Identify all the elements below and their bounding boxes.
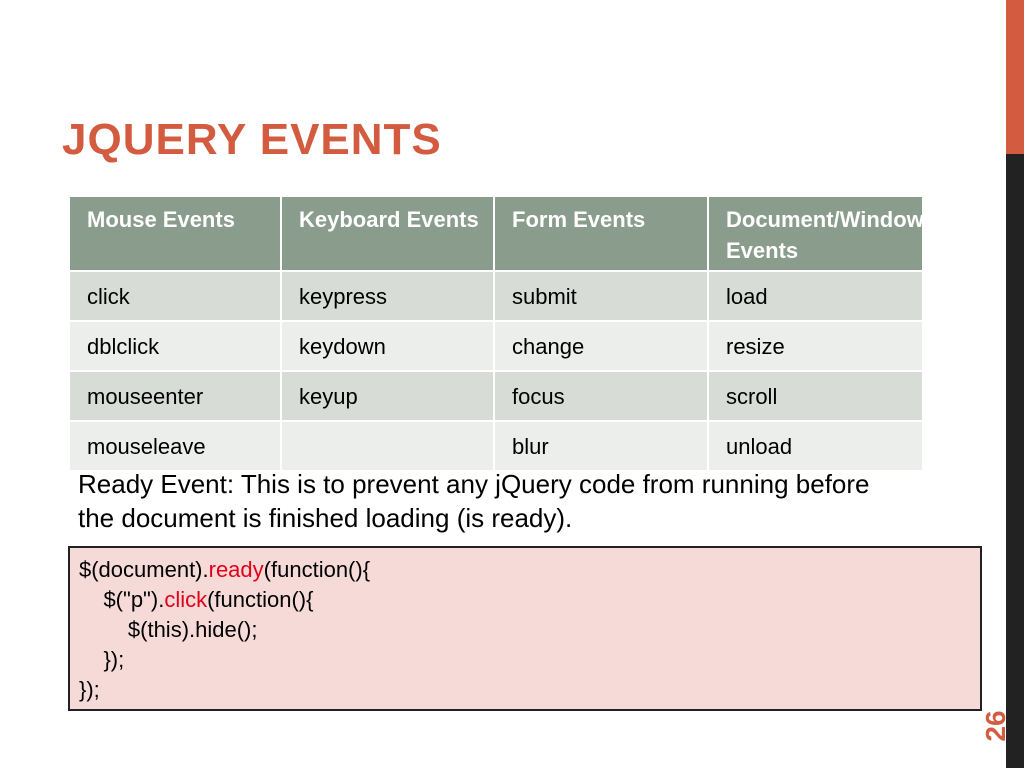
table-cell: change (494, 321, 708, 371)
table-cell: mouseenter (69, 371, 281, 421)
code-text: (function(){ (207, 587, 314, 612)
header-mouse-events: Mouse Events (69, 196, 281, 271)
table-cell: dblclick (69, 321, 281, 371)
code-line-2 (79, 585, 980, 615)
table-cell: blur (494, 421, 708, 471)
table-cell: keydown (281, 321, 494, 371)
header-document-window-events: Document/Window Events (708, 196, 923, 271)
accent-bar-bottom (1006, 154, 1024, 768)
code-text: $(document). (79, 557, 209, 582)
table-row (69, 271, 923, 321)
header-form-events: Form Events (494, 196, 708, 271)
table-cell: click (69, 271, 281, 321)
table-cell: keyup (281, 371, 494, 421)
table-row (69, 321, 923, 371)
table-cell: keypress (281, 271, 494, 321)
slide-title: JQUERY EVENTS (62, 115, 442, 164)
table-row (69, 371, 923, 421)
table-cell: mouseleave (69, 421, 281, 471)
code-line-1 (79, 555, 980, 585)
table-cell: focus (494, 371, 708, 421)
code-line-3: $(this).hide(); (79, 617, 258, 642)
events-table (68, 195, 924, 472)
table-cell: unload (708, 421, 923, 471)
table-cell: load (708, 271, 923, 321)
code-line-4: }); (79, 647, 125, 672)
right-accent-bar (1006, 0, 1024, 768)
header-keyboard-events: Keyboard Events (281, 196, 494, 271)
table-cell: scroll (708, 371, 923, 421)
accent-bar-top (1006, 0, 1024, 154)
table-cell: resize (708, 321, 923, 371)
code-keyword-ready: ready (208, 557, 264, 582)
code-keyword-click: click (164, 587, 208, 612)
ready-event-description: Ready Event: This is to prevent any jQuery code from running before the document is finished loading (is ready). (78, 469, 870, 533)
table-cell (281, 421, 494, 471)
code-text: $("p"). (79, 587, 165, 612)
page-number: 26 (980, 710, 1011, 742)
table-header-row (69, 196, 923, 271)
code-text: (function(){ (263, 557, 371, 582)
code-line-5: }); (79, 677, 100, 702)
code-block (68, 546, 982, 711)
table-cell: submit (494, 271, 708, 321)
table-row (69, 421, 923, 471)
